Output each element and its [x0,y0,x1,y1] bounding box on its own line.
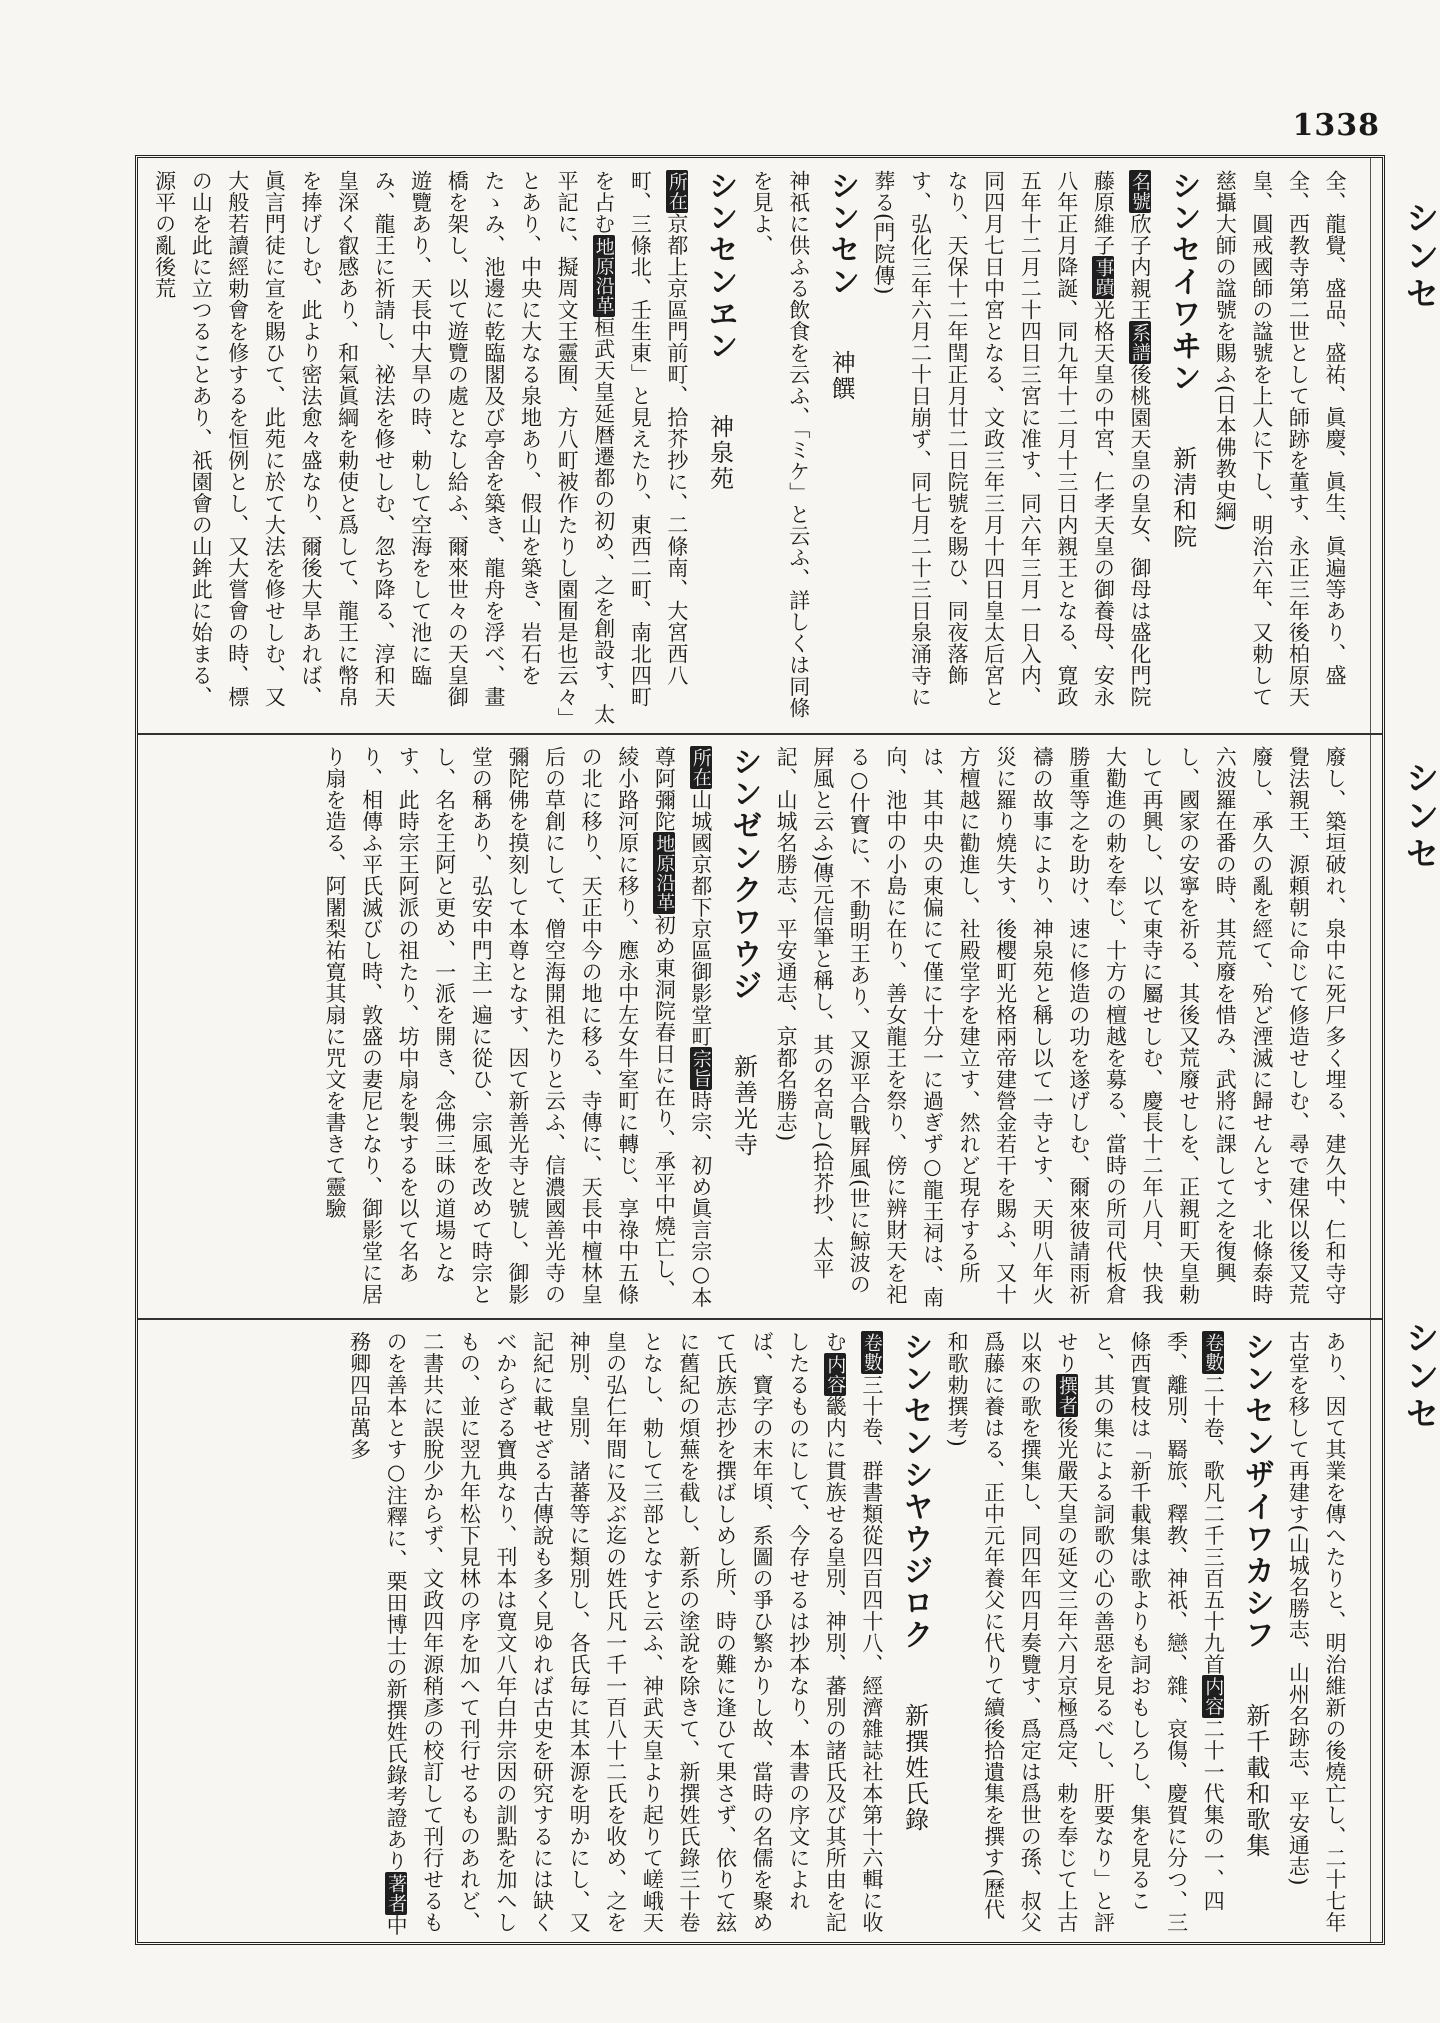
band-middle-text [316,746,1353,1308]
tag-content: 内容 [1202,1677,1225,1716]
alias-text: 欣子内親王 [1128,213,1153,321]
entry-body-shinsen: 神祇に供ふる飲食を云ふ、「ミケ」と云ふ、詳しくは同條を見よ、 [750,170,811,719]
entry-heading-shinsen-en [701,170,738,725]
continued-paragraph: 廢し、築垣破れ、泉中に死尸多く埋る、建久中、仁和寺守覺法親王、源頼朝に命じて修造せしむ、尋で建保以後又荒廢し、承久の亂を經て、殆ど湮滅に歸せんとす、北條泰時六波羅在番の時、其荒廢を惜み、武將に課して之を復興し、國家の安寧を祈る、其後又荒廢せしを、正親町天皇勅して再興し、以て東寺に屬せしむ、慶長十二年八月、快我大勸進の勅を奉じ、十方の檀越を募る、當時の所司代板倉勝重等之を助け、速に修造の功を遂げしむ、爾來彼請雨祈禱の故事により、神泉苑と稱し以て一寺とす、天明八年火災に羅り燒失す、後櫻町光格兩帝建營金若干を賜ふ、又十方檀越に勸進し、社殿堂字を建立す、然れど現存する所は、其中央の東偏にて僅に十分一に過ぎず○龍王祠は、南向、池中の小島に在り、善女龍王を祭り、傍に辨財天を祀る○什寶に、不動明王あり、又源平合戰屛風(世に鯨波の屛風と云ふ)傳元信筆と稱し、其の名高し(拾芥抄、太平記、山城名勝志、平安通志、京都名勝志) [774,746,1347,1308]
continued-paragraph: 全、龍覺、盛品、盛祐、眞慶、眞生、眞遍等あり、盛全、西教寺第二世として師跡を董す、永正三年後柏原天皇、圓戒國師の諡號を上人に下し、明治六年、又勅して慈攝大師の諡號を賜ふ(日本佛教史綱) [1213,170,1347,708]
author-text: 後光嚴天皇の延文三年六月京極爲定、勅を奉じて上古以來の歌を撰集し、同四年四月奏覽す、爲定は爲世の孫、叔父爲藤に養はる、正中元年養父に代りて續後拾遺集を撰す(歷代和歌勅撰考) [945,1331,1079,1933]
entry-body-shinsen-shoujiroku [341,1331,890,1936]
tag-alias: 名號 [1129,172,1152,211]
volumes-text: 二十卷、歌凡二千三百五十九首 [1201,1374,1226,1675]
entry-heading-shinsei-wain [1164,170,1201,725]
entry-heading-shinsenzai-wakashu [1237,1331,1274,1936]
content-text: 二十一代集の一、四季、離別、羇旅、釋教、神祇、戀、雜、哀傷、慶賀に分つ、三條西實枝は「新千載集は歌よりも詞おもしろし、集を見ること、其の集による詞歌の心の善惡を見るべし、肝要なり」と評せり [1054,1331,1226,1933]
events-text: 光格天皇の中宮、仁孝天皇の御養母、安永八年正月降誕、同九年十二月十三日内親王となる、寛政五年十二月二十四日三宮に准す、同六年三月一日入内、同四月七日中宮となる、文政三年三月十四日皇太后宮となり、天保十二年閏正月廿二日院號を賜ひ、同夜落飾す、弘化三年六月二十日崩ず、同七月二十三日泉涌寺に葬る(門院傳) [871,170,1116,708]
heading-kana: シンセンヱン [702,170,738,362]
heading-kana: シンセンザイワカシフ [1238,1331,1274,1651]
author-text: 中務卿四品萬多 [347,1331,409,1936]
margin-label-middle: シンセ [1399,760,1439,874]
tag-history: 地原沿革 [653,834,676,912]
page-frame [135,155,1385,1945]
entry-heading-shinsen [823,170,860,725]
heading-kanji: 新淸和院 [1168,446,1197,550]
entry-body-shinsenzai-wakashu [938,1331,1231,1936]
heading-kanji: 新撰姓氏錄 [900,1703,929,1833]
tag-location: 所在 [689,748,712,787]
band-bottom [148,1331,1353,1936]
page-number: 1338 [1292,108,1380,143]
heading-kana: シンセン [824,170,860,298]
location-text: 山城國京都下京區御影堂町 [688,789,713,1047]
history-text: 初め東洞院春日に在り、承平中燒亡し、綾小路河原に移り、應永中左女牛室町に轉じ、享祿中五條の北に移り、天正中今の地に移る、寺傳に、天長中檀林皇后の草創にして、僧空海開祖たりと云ふ、信濃國善光寺の彌陀佛を摸刻して本尊となす、因て新善光寺と號し、御影堂の稱あり、弘安中門主一遍に從ひ、宗風を改めて時宗とし、名を王阿と更め、一派を開き、念佛三昧の道場となす、此時宗王阿派の祖たり、坊中扇を製するを以て名あり、相傳ふ平氏滅びし時、敦盛の妻尼となり、御影堂に居り扇を造る、阿闍梨祐寛其扇に咒文を書きて靈驗 [322,746,677,1305]
tag-content: 内容 [824,1354,847,1394]
tag-sect: 宗旨 [689,1049,712,1088]
entry-body-shinsen-en [148,170,695,725]
band-divider-2 [138,1318,1382,1320]
band-bottom-text [341,1331,1353,1936]
heading-kanji: 新善光寺 [729,1054,758,1158]
band-middle [148,746,1353,1308]
entry-heading-shinzen-kouji [725,746,762,1308]
tag-events: 事蹟 [1092,258,1115,297]
heading-kana: シンセンシヤウジロク [897,1331,933,1651]
sect-text: 時宗、初め眞言宗○本尊阿彌陀 [652,746,713,1308]
heading-kana: シンゼンクワウジ [726,746,762,1002]
location-text: 京都上京區門前町、拾芥抄に、二條南、大宮西八町、三條北、壬生東」と見えたり、東西二町、南北四町を占む [591,170,689,708]
tag-location: 所在 [665,172,688,211]
band-top [148,170,1353,725]
tag-volumes: 卷數 [1202,1333,1225,1372]
margin-label-bottom: シンセ [1399,1320,1439,1434]
lineage-text: 後桃園天皇の皇女、御母は盛化門院藤原維子 [1091,170,1153,708]
heading-kanji: 神饌 [827,350,856,402]
tag-history: 地原沿革 [592,236,615,315]
band-top-text [148,170,1353,725]
margin-label-top: シンセ [1399,200,1439,314]
heading-kana: シンセイワヰン [1165,170,1201,394]
heading-kanji: 神泉苑 [705,414,734,492]
entry-heading-shinsen-shoujiroku [896,1331,933,1936]
tag-author: 著者 [385,1873,408,1913]
heading-kanji: 新千載和歌集 [1241,1703,1270,1859]
entry-body-shinsei-wain [865,170,1158,725]
continued-paragraph: あり、因て其業を傳へたりと、明治維新の後燒亡し、二十七年古堂を移して再建す(山城名勝志、山州名跡志、平安通志) [1286,1331,1347,1933]
band-divider-1 [138,733,1382,735]
history-text: 桓武天皇延暦遷都の初め、之を創設す、太平記に、擬周文王靈囿、方八町被作たりし園囿是也云々」とあり、中央に大なる泉地あり、假山を築き、岩石をたゝみ、池邊に乾臨閣及び亭舍を築き、龍舟を浮べ、畫橋を架し、以て遊覽の處となし給ふ、爾來世々の天皇御遊覽あり、天長中大旱の時、勅して空海をして池に臨み、龍王に祈請し、祕法を修せしむ、忽ち降る、淳和天皇深く叡感あり、和氣眞綱を勅使と爲して、龍王に幣帛を捧げしむ、此より密法愈々盛なり、爾後大旱あれば、眞言門徒に宣を賜ひて、此苑に於て大法を修せしむ、又大般若讀經勅會を修するを恒例とし、又大嘗會の時、標の山を此に立つることあり、祇園會の山鉾此に始まる、源平の亂後荒 [152,170,616,725]
tag-volumes: 卷數 [860,1333,883,1372]
tag-author: 撰者 [1055,1376,1078,1415]
entry-body-shinzen-kouji [316,746,719,1308]
volumes-text: 三十卷、群書類從四百四十八、經濟雜誌社本第十六輯に收む [823,1331,884,1933]
tag-lineage: 系譜 [1129,322,1152,362]
margin-divider [1370,158,1371,1942]
content-text: 畿内に貫族せる皇別、神別、蕃別の諸氏及び其所由を記したるものにして、今存せるは抄本なり、本書の序文によれば、寶字の末年頃、系圖の爭ひ繁かりし故、當時の名儒を聚めて氏族志抄を撰ばしめし所、時の難に逢ひて果さず、依りて玆に舊紀の煩蕪を截し、新系の塗說を除きて、新撰姓氏錄三十卷となし、勅して三部となすと云ふ、神武天皇より起りて嵯峨天皇の弘仁年間に及ぶ迄の姓氏凡一千一百八十二氏を收め、之を神別、皇別、諸蕃等に類別し、各氏毎に其本源を明かにし、又記紀に載せざる古傳說も多く見ゆれば古史を研究するには缺くべからざる寶典なり、刊本は寛文八年白井宗因の訓點を加へしもの、並に翌九年松下見林の序を加へて刊行せるものあれど、二書共に誤脫少からず、文政四年源稍彥の校訂して刊行せるものを善本とす○注釋に、栗田博士の新撰姓氏錄考證あり [384,1331,848,1933]
